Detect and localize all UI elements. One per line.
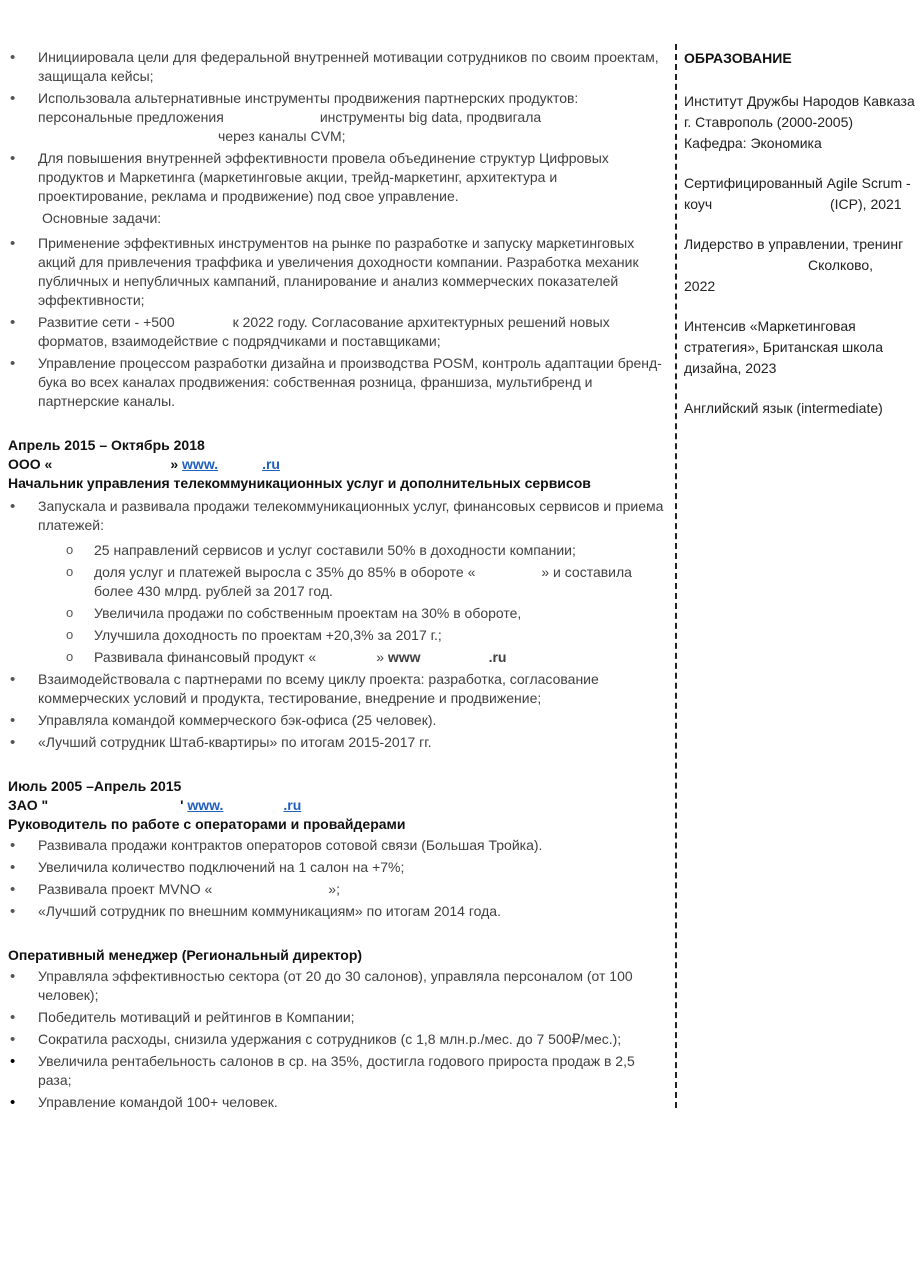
job-title: Руководитель по работе с операторами и провайдерами bbox=[8, 816, 406, 832]
education-heading: ОБРАЗОВАНИЕ bbox=[684, 50, 792, 66]
bullet-text: Взаимодействовала с партнерами по всему циклу проекта: разработка, согласование коммерческих условий и продукта, тестирование, внедрение и продвижение; bbox=[38, 671, 599, 706]
bullet-text: Победитель мотиваций и рейтингов в Компании; bbox=[38, 1009, 355, 1025]
bullet-text: Развивала финансовый продукт « bbox=[94, 649, 317, 665]
company-prefix: ЗАО " bbox=[8, 797, 49, 813]
bullet-text: через каналы CVM; bbox=[218, 128, 346, 144]
list-item bbox=[8, 880, 668, 899]
list-item bbox=[8, 89, 668, 146]
bullet-text: инструменты big data, продвигала bbox=[319, 109, 542, 125]
list-item bbox=[8, 313, 668, 351]
bullet-text: доля услуг и платежей выросла с 35% до 85% в обороте « bbox=[94, 564, 476, 580]
list-item bbox=[8, 967, 668, 1005]
list-item bbox=[8, 626, 668, 645]
tasks-list bbox=[8, 234, 668, 411]
intro-bullet-list bbox=[8, 48, 668, 206]
list-item bbox=[8, 149, 668, 206]
bullet-text: Развитие сети - +500 bbox=[38, 314, 175, 330]
company-line bbox=[8, 796, 668, 815]
bullet-text: «Лучший сотрудник по внешним коммуникациям» по итогам 2014 года. bbox=[38, 903, 501, 919]
bullet-text: Для повышения внутренней эффективности провела объединение структур Цифровых продуктов и Маркетинга (маркетинговые акции, трейд-маркетинг, архитектура и проектирование, реклама и продвижение) под свое управление. bbox=[38, 150, 609, 204]
bullet-text: »; bbox=[328, 881, 340, 897]
bullet-text: Увеличила количество подключений на 1 салон на +7%; bbox=[38, 859, 405, 875]
job-period: Апрель 2015 – Октябрь 2018 bbox=[8, 437, 205, 453]
company-suffix: ' bbox=[180, 797, 188, 813]
education-item: Институт Дружбы Народов Кавказа г. Ставрополь (2000-2005) Кафедра: Экономика bbox=[684, 93, 915, 151]
list-item bbox=[8, 234, 668, 310]
bullet-text: Применение эффективных инструментов на рынке по разработке и запуску маркетинговых акций для привлечения траффика и увеличения доходности компании. Разработка механик публичных и непубличных кампаний, планирование и анализ коммерческих показателей эффективности; bbox=[38, 235, 639, 308]
list-item bbox=[8, 858, 668, 877]
list-item bbox=[8, 563, 668, 601]
link-fragment: .ru bbox=[488, 649, 507, 665]
bullet-text: Управляла эффективностью сектора (от 20 до 30 салонов), управляла персоналом (от 100 человек); bbox=[38, 968, 633, 1003]
bullet-text: Развивала проект MVNO « bbox=[38, 881, 213, 897]
bullet-text: к 2022 году. Согласование архитектурных решений новых форматов, взаимодействие с подрядчиками и поставщиками; bbox=[38, 314, 610, 349]
education-text: (ICP), 2021 bbox=[830, 196, 902, 212]
bullet-text: Увеличила рентабельность салонов в ср. на 35%, достигла годового прироста продаж в 2,5 раза; bbox=[38, 1053, 635, 1088]
tasks-heading: Основные задачи: bbox=[42, 210, 162, 226]
link-fragment: www bbox=[387, 649, 421, 665]
bullet-text: 25 направлений сервисов и услуг составили 50% в доходности компании; bbox=[94, 542, 576, 558]
job-title: Начальник управления телекоммуникационных услуг и дополнительных сервисов bbox=[8, 475, 591, 491]
list-item bbox=[8, 670, 668, 708]
bullet-text: Управление процессом разработки дизайна и производства POSM, контроль адаптации бренд-бука во всех каналах продвижения: собственная розница, франшиза, мультибренд и партнерские каналы. bbox=[38, 355, 662, 409]
company-link[interactable]: www. .ru bbox=[182, 456, 280, 472]
company-suffix: » bbox=[170, 456, 183, 472]
company-prefix: ООО « bbox=[8, 456, 53, 472]
bullet-text: » и составила более 430 млрд. рублей за 2017 год. bbox=[94, 564, 632, 599]
list-item bbox=[8, 1052, 668, 1090]
list-item bbox=[8, 354, 668, 411]
list-item bbox=[8, 648, 668, 667]
list-item bbox=[8, 604, 668, 623]
bullet-text: «Лучший сотрудник Штаб-квартиры» по итогам 2015-2017 гг. bbox=[38, 734, 432, 750]
list-item bbox=[8, 1008, 668, 1027]
job2-bullets bbox=[8, 836, 668, 921]
education-item bbox=[684, 173, 916, 215]
bullet-text: Запускала и развивала продажи телекоммуникационных услуг, финансовых сервисов и приема платежей: bbox=[38, 498, 664, 533]
education-text: Сколково, bbox=[808, 257, 874, 273]
education-item: Английский язык (intermediate) bbox=[684, 400, 883, 416]
bullet-text: Развивала продажи контрактов операторов сотовой связи (Большая Тройка). bbox=[38, 837, 543, 853]
job-period: Июль 2005 –Апрель 2015 bbox=[8, 778, 182, 794]
bullet-text: » bbox=[376, 649, 388, 665]
job1-bullets bbox=[8, 497, 668, 752]
column-divider bbox=[675, 44, 677, 1108]
bullet-text: Инициировала цели для федеральной внутренней мотивации сотрудников по своим проектам, защищала кейсы; bbox=[38, 49, 659, 84]
education-column bbox=[684, 48, 916, 438]
job3-bullets bbox=[8, 967, 668, 1112]
education-text: Сертифицированный Agile Scrum - коуч bbox=[684, 175, 911, 212]
education-item bbox=[684, 234, 916, 297]
sub-bullet-list bbox=[8, 541, 668, 667]
bullet-text: Улучшила доходность по проектам +20,3% за 2017 г.; bbox=[94, 627, 442, 643]
job-title: Оперативный менеджер (Региональный директор) bbox=[8, 947, 363, 963]
list-item bbox=[8, 1093, 668, 1112]
company-line bbox=[8, 455, 668, 474]
list-item bbox=[8, 541, 668, 560]
list-item bbox=[8, 497, 668, 667]
list-item bbox=[8, 836, 668, 855]
bullet-text: Использовала альтернативные инструменты продвижения партнерских продуктов: персональные предложения bbox=[38, 90, 579, 125]
education-text: Лидерство в управлении, тренинг bbox=[684, 236, 904, 252]
list-item bbox=[8, 1030, 668, 1049]
education-text: 2022 bbox=[684, 278, 716, 294]
bullet-text: Сократила расходы, снизила удержания с сотрудников (с 1,8 млн.р./мес. до 7 500₽/мес.); bbox=[38, 1031, 622, 1047]
list-item bbox=[8, 902, 668, 921]
list-item bbox=[8, 48, 668, 86]
list-item bbox=[8, 733, 668, 752]
experience-column bbox=[8, 48, 668, 1115]
bullet-text: Управление командой 100+ человек. bbox=[38, 1094, 278, 1110]
company-link[interactable]: www. .ru bbox=[187, 797, 302, 813]
education-item: Интенсив «Маркетинговая стратегия», Британская школа дизайна, 2023 bbox=[684, 318, 883, 376]
bullet-text: Управляла командой коммерческого бэк-офиса (25 человек). bbox=[38, 712, 437, 728]
list-item bbox=[8, 711, 668, 730]
bullet-text: Увеличила продажи по собственным проектам на 30% в обороте, bbox=[94, 605, 522, 621]
